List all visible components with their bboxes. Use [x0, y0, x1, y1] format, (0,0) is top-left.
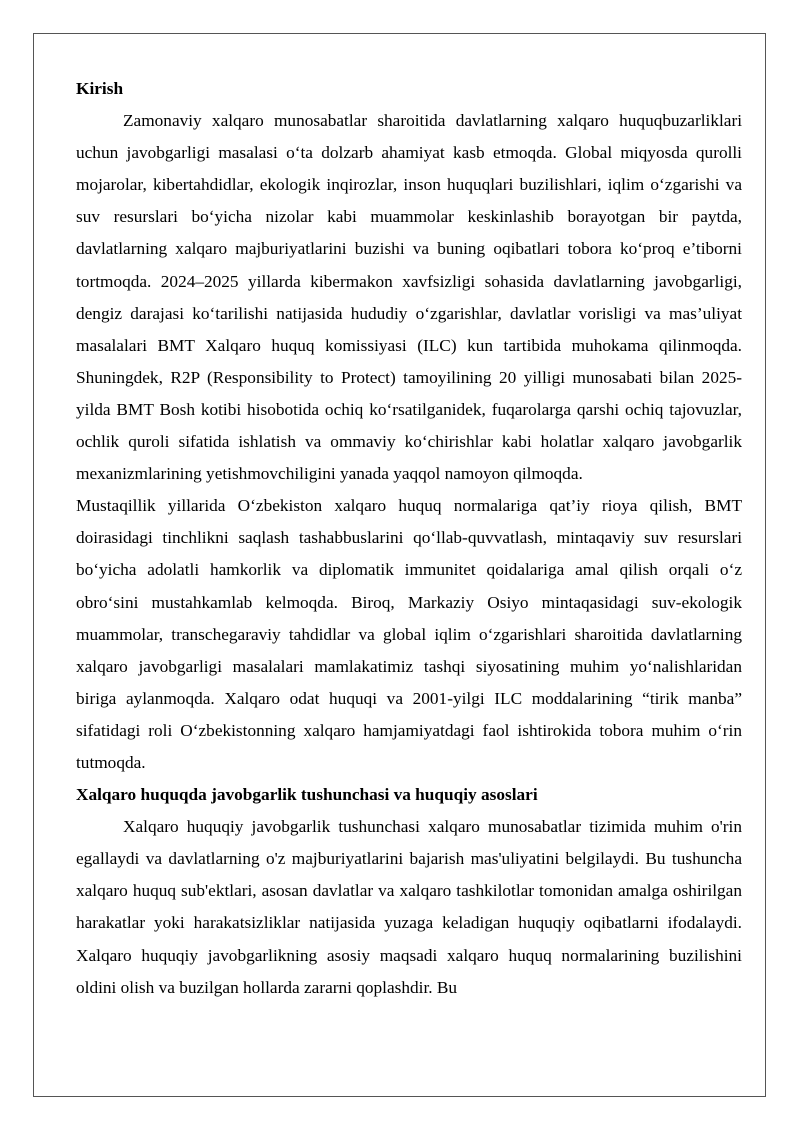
intro-paragraph-1: Zamonaviy xalqaro munosabatlar sharoitida davlatlarning xalqaro huquqbuzarliklari uchun javobgarligi masalasi o‘ta dolzarb ahamiyat kasb etmoqda. Global miqyosda qurolli mojarolar, kibertahdidlar, ekologik inqirozlar, inson huquqlari buzilishlari, iqlim o‘zgarishi va suv resurslari bo‘yicha nizolar kabi muammolar keskinlashib borayotgan bir paytda, davlatlarning xalqaro majburiyatlarini buzishi va buning oqibatlari tobora ko‘proq e’tiborni tortmoqda. 2024–2025 yillarda kibermakon xavfsizligi sohasida davlatlarning javobgarligi, dengiz darajasi ko‘tarilishi natijasida hududiy o‘zgarishlar, davlatlar vorisligi va mas’uliyat masalalari BMT Xalqaro huquq komissiyasi (ILC) kun tartibida muhokama qilinmoqda. Shuningdek, R2P (Responsibility to Protect) tamoyilining 20 yilligi munosabati bilan 2025-yilda BMT Bosh kotibi hisobotida ochiq ko‘rsatilganidek, fuqarolarga qarshi ochiq tajovuzlar, ochlik quroli sifatida ishlatish va ommaviy ko‘chirishlar kabi holatlar xalqaro javobgarlik mexanizmlarining yetishmovchiligini yanada yaqqol namoyon qilmoqda. [76, 111, 742, 484]
section-paragraph-1: Xalqaro huquqiy javobgarlik tushunchasi xalqaro munosabatlar tizimida muhim o'rin egallaydi va davlatlarning o'z majburiyatlarini bajarish mas'uliyatini belgilaydi. Bu tushuncha xalqaro huquq sub'ektlari, asosan davlatlar va xalqaro tashkilotlar tomonidan amalga oshirilgan harakatlar yoki harakatsizliklar natijasida yuzaga keladigan huquqiy oqibatlarni ifodalaydi. Xalqaro huquqiy javobgarlikning asosiy maqsadi xalqaro huquq normalarining buzilishini oldini olish va buzilgan hollarda zararni qoplashdir. Bu [76, 817, 742, 997]
intro-heading: Kirish [76, 79, 124, 98]
intro-paragraph-2: Mustaqillik yillarida O‘zbekiston xalqaro huquq normalariga qat’iy rioya qilish, BMT doirasidagi tinchlikni saqlash tashabbuslarini qo‘llab-quvvatlash, mintaqaviy suv resurslari bo‘yicha adolatli hamkorlik va diplomatik immunitet qoidalariga amal qilish orqali o‘z obro‘sini mustahkamlab kelmoqda. Biroq, Markaziy Osiyo mintaqasidagi suv-ekologik muammolar, transchegaraviy tahdidlar va global iqlim o‘zgarishlari sharoitida davlatlarning xalqaro javobgarligi masalalari mamlakatimiz tashqi siyosatining muhim yo‘nalishlaridan biriga aylanmoqda. Xalqaro odat huquqi va 2001-yilgi ILC moddalarining “tirik manba” sifatidagi roli O‘zbekistonning xalqaro hamjamiyatdagi faol ishtirokida tobora muhim o‘rin tutmoqda. [76, 496, 742, 772]
section-heading: Xalqaro huquqda javobgarlik tushunchasi va huquqiy asoslari [76, 785, 538, 805]
document-body [76, 73, 742, 1004]
